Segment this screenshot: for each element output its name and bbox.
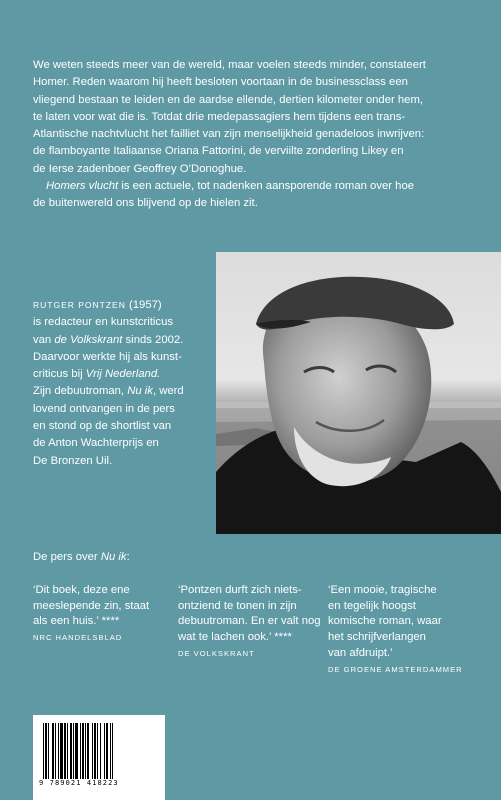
barcode-bar — [100, 723, 101, 779]
press-heading — [33, 549, 130, 565]
press-heading-title: Nu ik — [100, 551, 127, 563]
bio-line: De Bronzen Uil. — [33, 454, 113, 467]
isbn-barcode — [33, 715, 165, 800]
barcode-bar — [110, 723, 111, 779]
barcode-bar — [104, 723, 105, 779]
barcode-bar — [55, 723, 56, 779]
bio-line: criticus bij — [33, 368, 86, 381]
press-quote-volkskrant — [178, 583, 328, 660]
press-quote-groene — [328, 583, 478, 676]
quote-line: ‘Een mooie, tragische — [328, 584, 437, 596]
author-photo — [216, 252, 501, 534]
barcode-bar — [45, 723, 47, 779]
press-heading-text: De pers over — [33, 551, 101, 563]
bio-line: van — [33, 333, 55, 346]
author-name: RUTGER PONTZEN — [33, 300, 126, 310]
author-birth-year: (1957) — [125, 299, 162, 311]
quote-line: meeslepende zin, staat — [33, 599, 150, 612]
barcode-bar — [60, 723, 63, 779]
barcode-bar — [94, 723, 96, 779]
blurb-line: te laten voor wat die is. Totdat drie medepassagiers hem tijdens een trans- — [33, 110, 406, 123]
barcode-bar — [75, 723, 78, 779]
barcode-bar — [106, 723, 108, 779]
barcode-bar — [97, 723, 98, 779]
quote-line: van afdruipt.’ — [328, 646, 393, 659]
bio-line: lovend ontvangen in de pers — [33, 402, 175, 415]
author-bio — [33, 297, 213, 470]
bio-emphasis: de Volkskrant — [54, 333, 123, 346]
barcode-bar — [87, 723, 89, 779]
barcode-bar — [92, 723, 93, 779]
isbn-number: 9 789021 418223 — [39, 779, 119, 787]
barcode-bar — [73, 723, 74, 779]
barcode-bar — [67, 723, 68, 779]
quote-source: NRC HANDELSBLAD — [33, 633, 123, 643]
quote-line: komische roman, waar — [328, 615, 442, 628]
bio-line: Zijn debuutroman, — [33, 385, 128, 398]
bio-line: , werd — [152, 385, 184, 398]
bio-line: sinds 2002. — [122, 333, 184, 346]
blurb-line: We weten steeds meer van de wereld, maar voelen steeds minder, constateert — [33, 59, 426, 71]
blurb-paragraph-2 — [33, 178, 473, 213]
quote-line: wat te lachen ook.’ **** — [178, 631, 292, 644]
bio-line: de Anton Wachterprijs en — [33, 437, 159, 450]
barcode-bar — [85, 723, 86, 779]
bio-emphasis: Vrij Nederland. — [85, 368, 161, 381]
quote-line: debuutroman. En er valt nog — [178, 615, 321, 628]
blurb-line: Homer. Reden waarom hij heeft besloten voortaan in de businessclass een — [33, 76, 408, 89]
quote-line: het schrijfverlangen — [328, 631, 426, 644]
barcode-bars — [43, 723, 155, 779]
quote-line: en tegelijk hoogst — [328, 599, 416, 612]
barcode-bar — [70, 723, 72, 779]
book-title: Homers vlucht — [46, 180, 119, 193]
blurb-line: de Ierse zadenboer Geoffrey O’Donoghue. — [33, 162, 247, 175]
quote-line: ‘Pontzen durft zich niets- — [178, 584, 302, 596]
blurb-line: de buitenwereld ons blijvend op de hielen zit. — [33, 197, 258, 210]
bio-line: en stond op de shortlist van — [33, 420, 172, 433]
quote-source: DE GROENE AMSTERDAMMER — [328, 664, 463, 674]
bio-line: Daarvoor werkte hij als kunst- — [33, 350, 182, 363]
quote-line: ‘Dit boek, deze ene — [33, 584, 130, 596]
blurb-line: vliegend bestaan te leiden en de aardse ellende, dertien kilometer onder hem, — [33, 93, 424, 106]
blurb-paragraph-1 — [33, 57, 473, 178]
blurb-line: Atlantische nachtvlucht het failliet van zijn menselijkheid genadeloos inwrijven: — [33, 128, 425, 141]
quote-line: ontziend te tonen in zijn — [178, 599, 297, 612]
bio-line: is redacteur en kunstcriticus — [33, 316, 174, 329]
blurb-line: is een actuele, tot nadenken aansporende roman over hoe — [118, 180, 415, 193]
quote-line: als een huis.’ **** — [33, 615, 120, 628]
bio-emphasis: Nu ik — [127, 385, 153, 398]
barcode-bar — [58, 723, 59, 779]
blurb — [33, 57, 473, 213]
blurb-line: de flamboyante Italiaanse Oriana Fattorini, de verviilte zonderling Likey en — [33, 145, 404, 158]
barcode-bar — [80, 723, 81, 779]
barcode-bar — [82, 723, 84, 779]
barcode-bar — [48, 723, 49, 779]
barcode-bar — [112, 723, 113, 779]
barcode-bar — [64, 723, 66, 779]
barcode-bar — [52, 723, 54, 779]
press-quote-nrc — [33, 583, 183, 644]
quote-source: DE VOLKSKRANT — [178, 648, 255, 658]
barcode-bar — [43, 723, 44, 779]
press-heading-colon: : — [126, 551, 130, 563]
